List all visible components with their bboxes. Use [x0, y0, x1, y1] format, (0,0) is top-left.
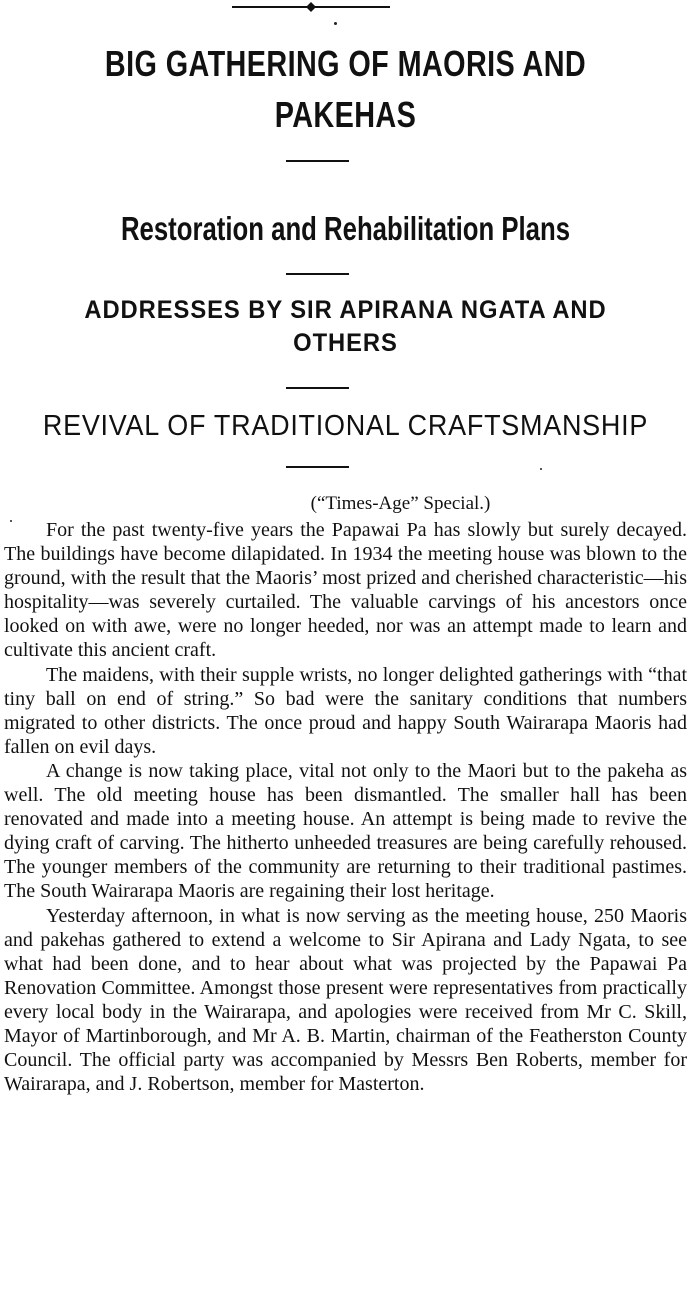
divider-rule [286, 273, 349, 275]
divider-rule [286, 387, 349, 389]
print-speck [540, 468, 542, 470]
deck-heading: ADDRESSES BY SIR APIRANA NGATA AND OTHERS [84, 296, 607, 357]
subheadline: Restoration and Rehabilitation Plans [120, 210, 571, 247]
paragraph: A change is now taking place, vital not only to the Maori but to the pakeha as well. The old meeting house has been dismantled. The smaller hall has been renovated and made into a meeting house. An attempt is being made to revive the dying craft of carving. The hitherto unheeded treasures are being carefully rehoused. The younger members of the community are returning to their traditional pastimes. The South Wairarapa Maoris are regaining their lost heritage. [4, 759, 687, 903]
print-speck [10, 520, 12, 522]
headline: BIG GATHERING OF MAORIS AND PAKEHAS [104, 43, 587, 135]
divider-rule [286, 466, 349, 468]
credit-line [0, 492, 691, 516]
print-speck [334, 22, 337, 25]
paragraph: For the past twenty-five years the Papawai Pa has slowly but surely decayed. The buildings have become dilapidated. In 1934 the meeting house was blown to the ground, with the result that the Maoris’ most prized and cherished characteristic—his hospitality—was severely curtailed. The valuable carvings of his ancestors once looked on with awe, were no longer heeded, nor was an attempt made to learn and cultivate this ancient craft. [4, 519, 687, 662]
divider-rule [286, 160, 349, 162]
article-body [4, 518, 687, 1096]
credit-text: (“Times-Age” Special.) [310, 493, 491, 514]
paragraph: Yesterday afternoon, in what is now serving as the meeting house, 250 Maoris and pakehas gathered to extend a welcome to Sir Apirana and Lady Ngata, to see what had been done, and to hear about what was projected by the Papawai Pa Renovation Committee. Amongst those present were representatives from practically every local body in the Wairarapa, and apologies were received from Mr C. Skill, Mayor of Martinborough, and Mr A. B. Martin, chairman of the Featherston County Council. The official party was accompanied by Messrs Ben Roberts, member for Wairarapa, and J. Robertson, member for Masterton. [4, 904, 687, 1096]
paragraph: The maidens, with their supple wrists, no longer delighted gatherings with “that tiny ball on end of string.” So bad were the sanitary conditions that numbers migrated to other districts. The once proud and happy South Wairarapa Maoris had fallen on evil days. [4, 663, 687, 758]
section-heading: REVIVAL OF TRADITIONAL CRAFTSMANSHIP [42, 410, 649, 442]
top-ornament-rule [232, 0, 390, 14]
